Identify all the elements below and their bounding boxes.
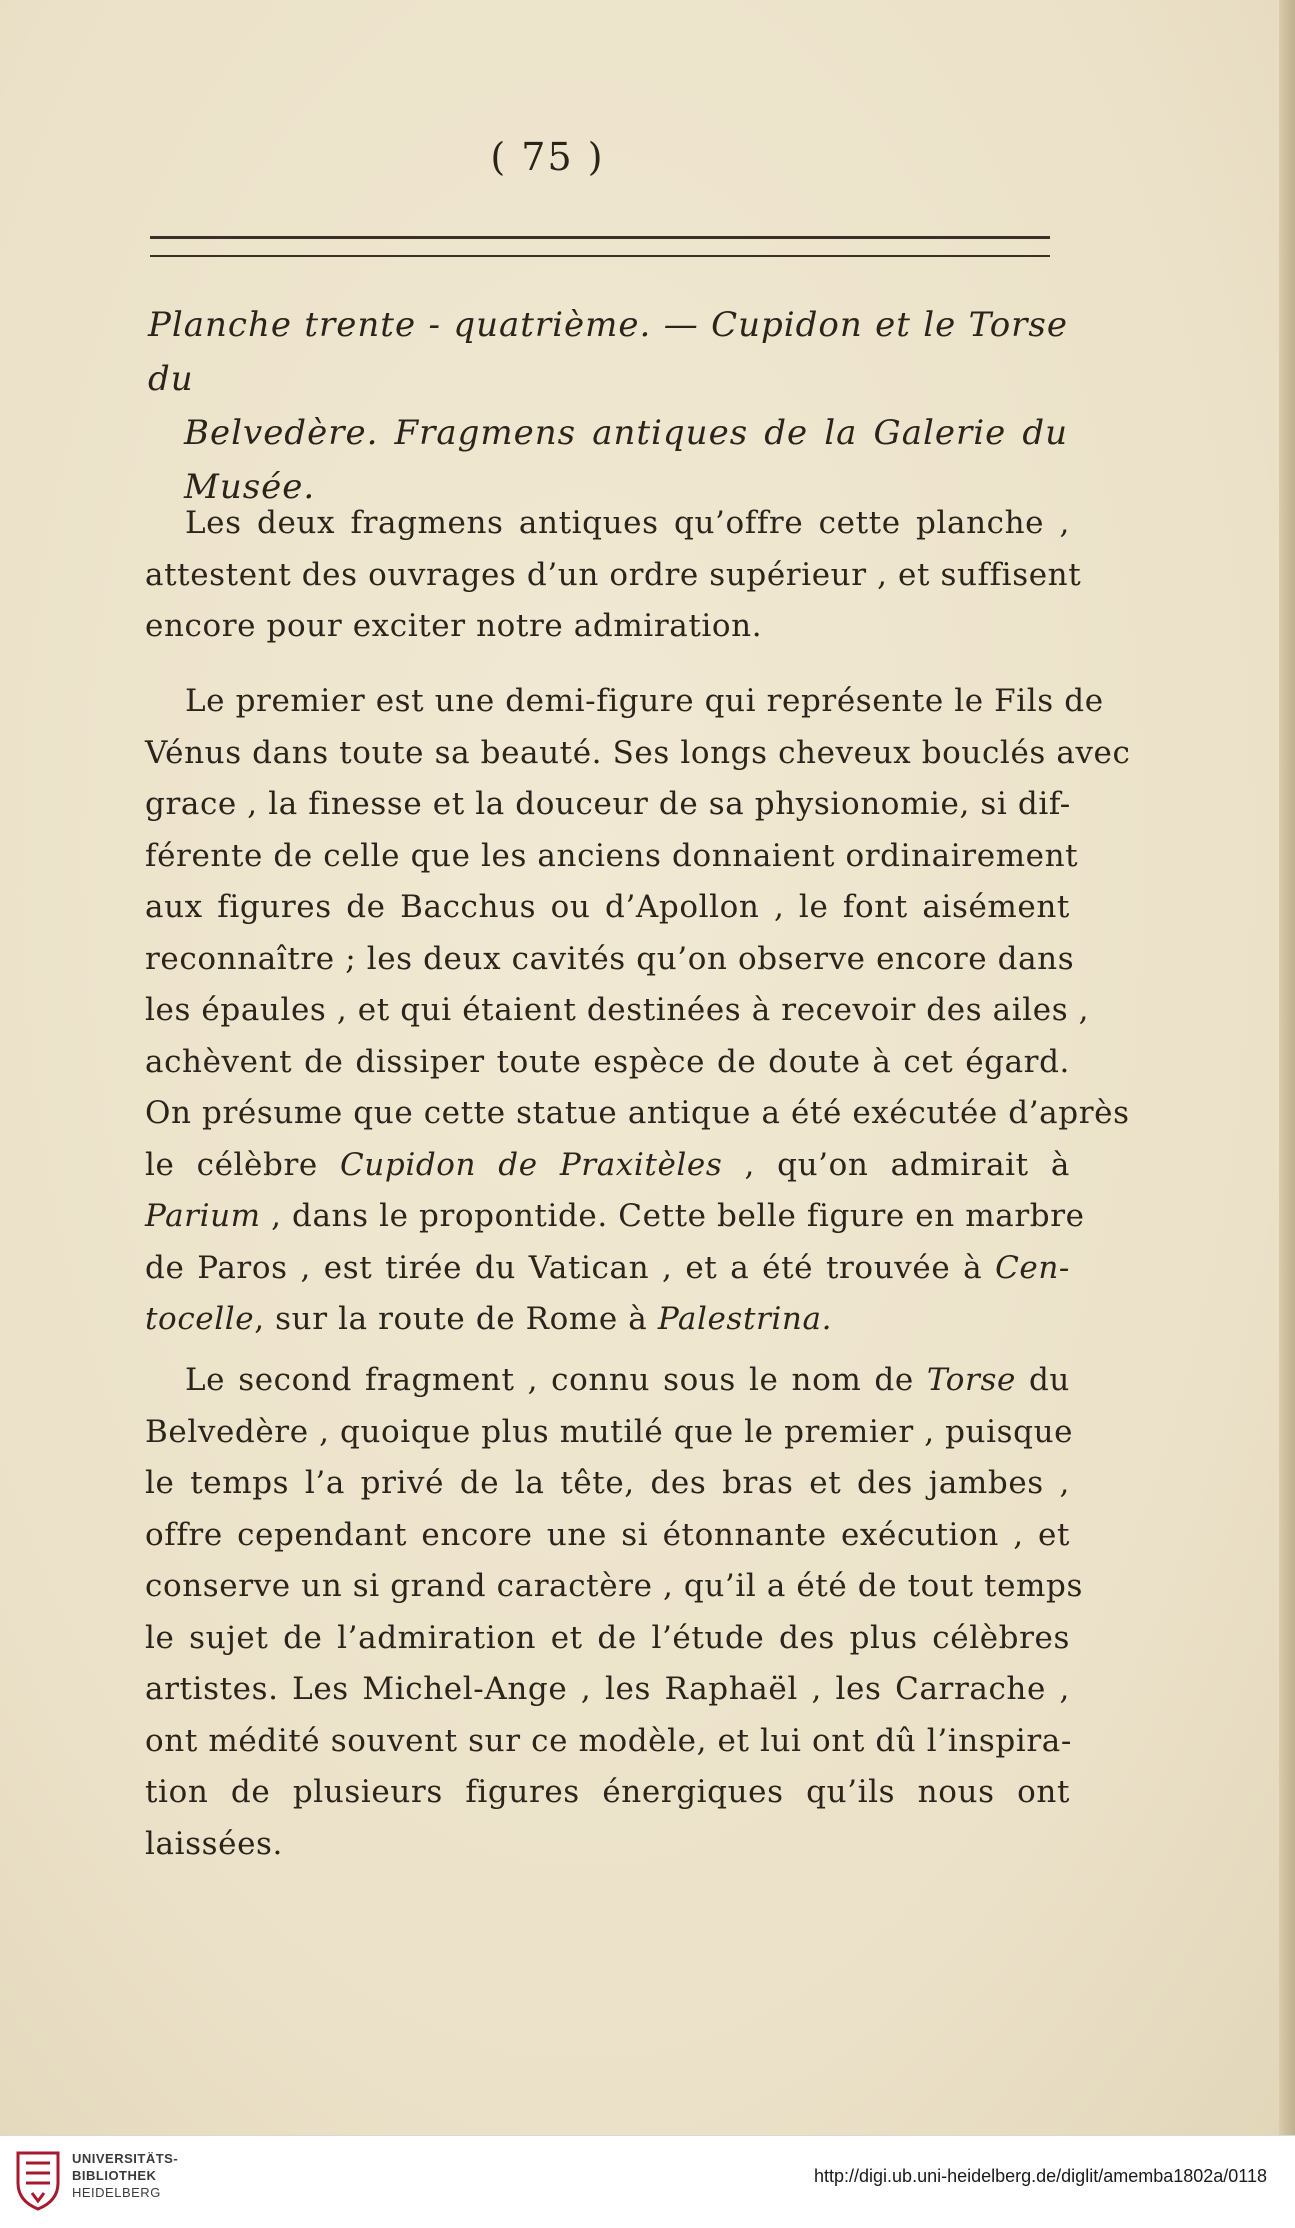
italic-place: Cen- [995,1249,1070,1286]
text-line: Belvedère , quoique plus mutilé que le premier , puisque [145,1413,1074,1450]
text-line: On présume que cette statue antique a été exécutée d’après [145,1095,1130,1131]
text-segment: le célèbre [145,1146,318,1183]
heading-line: Musée. [184,467,316,507]
text-line [145,1355,1070,1407]
text-line [145,1191,1085,1243]
text-line: férente de celle que les anciens donnaient ordinairement [145,837,1079,874]
institution-name [72,2150,178,2201]
text-line: artistes. Les Michel-Ange , les Raphaël , les Carrache , [145,1671,1070,1707]
text-line: ont médité souvent sur ce modèle, et lui ont dû l’inspira- [145,1722,1072,1759]
text-line: tion de plusieurs figures énergiques qu’ils nous ont [145,1774,1070,1810]
text-line: encore pour exciter notre admiration. [145,608,763,644]
italic-title: Cupidon de Praxitèles [339,1146,723,1183]
paragraph-2 [145,676,1131,1346]
text-line: Le premier est une demi-figure qui représente le Fils de [185,683,1104,719]
text-segment: du [1028,1362,1070,1398]
text-line: offre cependant encore une si étonnante exécution , et [145,1516,1070,1553]
institution-line: BIBLIOTHEK [72,2168,157,2183]
text-line: grace , la finesse et la douceur de sa physionomie, si dif- [145,786,1071,822]
text-line: le sujet de l’admiration et de l’étude des plus célèbres [145,1619,1070,1656]
text-line: reconnaître ; les deux cavités qu’on observe encore dans [145,940,1075,977]
heading-line: Belvedère. Fragmens antiques de la Galerie du [184,413,1068,453]
text-segment: Le second fragment , connu sous le nom de [185,1362,914,1398]
text-line [145,1140,1070,1192]
text-line: le temps l’a privé de la tête, des bras et des jambes , [145,1465,1070,1501]
text-segment: , dans le propontide. Cette belle figure en marbre [271,1198,1085,1234]
text-line: achèvent de dissiper toute espèce de doute à cet égard. [145,1043,1070,1080]
paragraph-3 [145,1355,1083,1870]
text-line [145,1294,1070,1346]
text-line: Vénus dans toute sa beauté. Ses longs cheveux bouclés avec [145,734,1131,771]
text-line: conserve un si grand caractère , qu’il a été de tout temps [145,1568,1083,1604]
text-line: Les deux fragmens antiques qu’offre cette planche , [185,505,1070,541]
italic-place: tocelle [145,1301,255,1337]
paragraph-1 [145,498,1082,653]
text-line: laissées. [145,1825,283,1862]
text-segment: , sur la route de Rome à [254,1301,648,1337]
italic-place: Palestrina. [657,1301,833,1337]
text-line: attestent des ouvrages d’un ordre supérieur , et suffisent [145,556,1082,593]
text-line: les épaules , et qui étaient destinées à recevoir des ailes , [145,992,1090,1028]
source-url-link[interactable]: http://digi.ub.uni-heidelberg.de/diglit/amemba1802a/0118 [814,2166,1267,2186]
institution-line: HEIDELBERG [72,2185,161,2200]
heading-line: Planche trente - quatrième. — Cupidon et le Torse du [148,305,1068,399]
university-seal-icon[interactable] [12,2143,64,2215]
header-rule-thin [150,255,1050,257]
page-edge [1279,0,1295,2135]
institution-line: UNIVERSITÄTS- [72,2151,179,2166]
text-segment: de Paros , est tirée du Vatican , et a été trouvée à [145,1249,983,1286]
page-number: ( 75 ) [490,135,605,179]
italic-place: Parium [145,1198,261,1234]
plate-heading [148,298,1068,514]
text-line: aux figures de Bacchus ou d’Apollon , le font aisément [145,889,1070,925]
text-segment: , qu’on admirait à [744,1146,1070,1183]
header-rule-thick [150,236,1050,239]
italic-title: Torse [926,1362,1016,1398]
text-line [145,1243,1070,1295]
